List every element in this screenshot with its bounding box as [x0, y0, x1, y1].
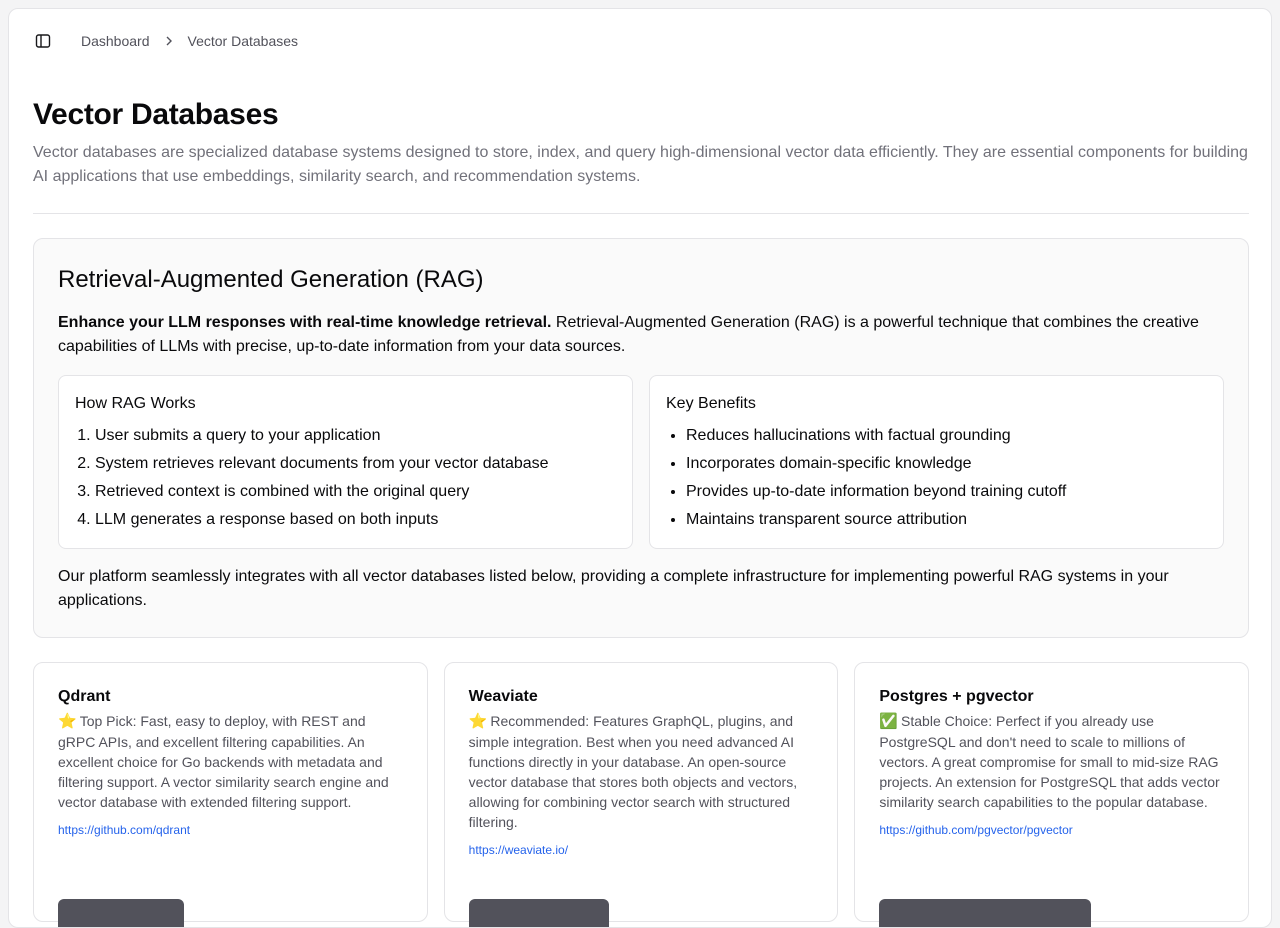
- list-item: 2. System retrieves relevant documents from your vector database: [95, 450, 616, 478]
- how-rag-works-steps: [75, 422, 616, 534]
- breadcrumb: [81, 33, 298, 49]
- key-benefits-panel: [649, 375, 1224, 549]
- card-link[interactable]: https://github.com/pgvector/pgvector: [879, 823, 1073, 837]
- card-weaviate: [444, 662, 839, 922]
- list-item: • Maintains transparent source attribution: [686, 506, 1207, 534]
- key-benefits-list: [666, 422, 1207, 534]
- card-title: Postgres + pgvector: [879, 688, 1034, 705]
- page-title: Vector Databases: [33, 98, 279, 131]
- card-pgvector: [854, 662, 1249, 922]
- list-item: • Provides up-to-date information beyond training cutoff: [686, 478, 1207, 506]
- card-link[interactable]: https://github.com/qdrant: [58, 823, 191, 837]
- main-content: [33, 97, 1249, 922]
- card-title: Weaviate: [468, 688, 538, 705]
- card-description-text: Stable Choice: Perfect if you already use PostgreSQL and don't need to scale to millions of vectors. A great compromise for small to mid-size RAG projects. An extension for PostgreSQL that adds vector similarity search capabilities to the popular database.: [879, 713, 1220, 810]
- top-bar: [33, 31, 298, 51]
- breadcrumb-dashboard-link[interactable]: Dashboard: [81, 33, 150, 49]
- rag-columns: [58, 375, 1224, 549]
- list-item: • Incorporates domain-specific knowledge: [686, 450, 1207, 478]
- rag-outro: Our platform seamlessly integrates with all vector databases listed below, providing a complete infrastructure for implementing powerful RAG systems in your applications.: [58, 568, 1169, 609]
- card-description-text: Recommended: Features GraphQL, plugins, and simple integration. Best when you need advanced AI functions directly in your database. An open-source vector database that stores both objects and vectors, allowing for combining vector search with structured filtering.: [468, 713, 798, 830]
- card-description: [879, 711, 1224, 812]
- star-icon: ⭐: [468, 713, 488, 730]
- rag-intro-bold: Enhance your LLM responses with real-time knowledge retrieval.: [58, 314, 552, 331]
- list-item: 1. User submits a query to your application: [95, 422, 616, 450]
- list-item: 3. Retrieved context is combined with the original query: [95, 478, 616, 506]
- sidebar-toggle-icon[interactable]: [33, 31, 53, 51]
- rag-intro: [58, 311, 1224, 359]
- card-action-button[interactable]: [469, 899, 609, 928]
- key-benefits-title: Key Benefits: [666, 395, 756, 412]
- card-description-text: Top Pick: Fast, easy to deploy, with REST and gRPC APIs, and excellent filtering capabilities. An excellent choice for Go backends with metadata and filtering support. A vector similarity search engine and vector database with extended filtering support.: [58, 713, 389, 810]
- card-action-button[interactable]: [58, 899, 184, 928]
- star-icon: ⭐: [58, 713, 77, 730]
- page-description: Vector databases are specialized database systems designed to store, index, and query high-dimensional vector data efficiently. They are essential components for building AI applications that use embeddings, similarity search, and recommendation systems.: [33, 144, 1248, 185]
- database-cards: [33, 662, 1249, 922]
- rag-title: Retrieval-Augmented Generation (RAG): [58, 266, 484, 293]
- card-qdrant: [33, 662, 428, 922]
- breadcrumb-current: Vector Databases: [187, 33, 299, 49]
- card-description: [469, 711, 814, 832]
- card-description: [58, 711, 403, 812]
- card-link[interactable]: https://weaviate.io/: [468, 843, 569, 857]
- rag-section: [33, 238, 1249, 638]
- card-action-button[interactable]: [879, 899, 1091, 928]
- check-icon: ✅: [879, 713, 899, 730]
- how-rag-works-title: How RAG Works: [75, 395, 196, 412]
- how-rag-works-panel: [58, 375, 633, 549]
- app-frame: [8, 8, 1272, 928]
- list-item: • Reduces hallucinations with factual grounding: [686, 422, 1207, 450]
- chevron-right-icon: [163, 35, 175, 47]
- list-item: 4. LLM generates a response based on both inputs: [95, 506, 616, 534]
- divider: [33, 213, 1249, 214]
- card-title: Qdrant: [58, 688, 111, 705]
- rag-intro-text: Retrieval-Augmented Generation (RAG) is a powerful technique that combines the creative capabilities of LLMs with precise, up-to-date information from your data sources.: [58, 314, 1199, 355]
